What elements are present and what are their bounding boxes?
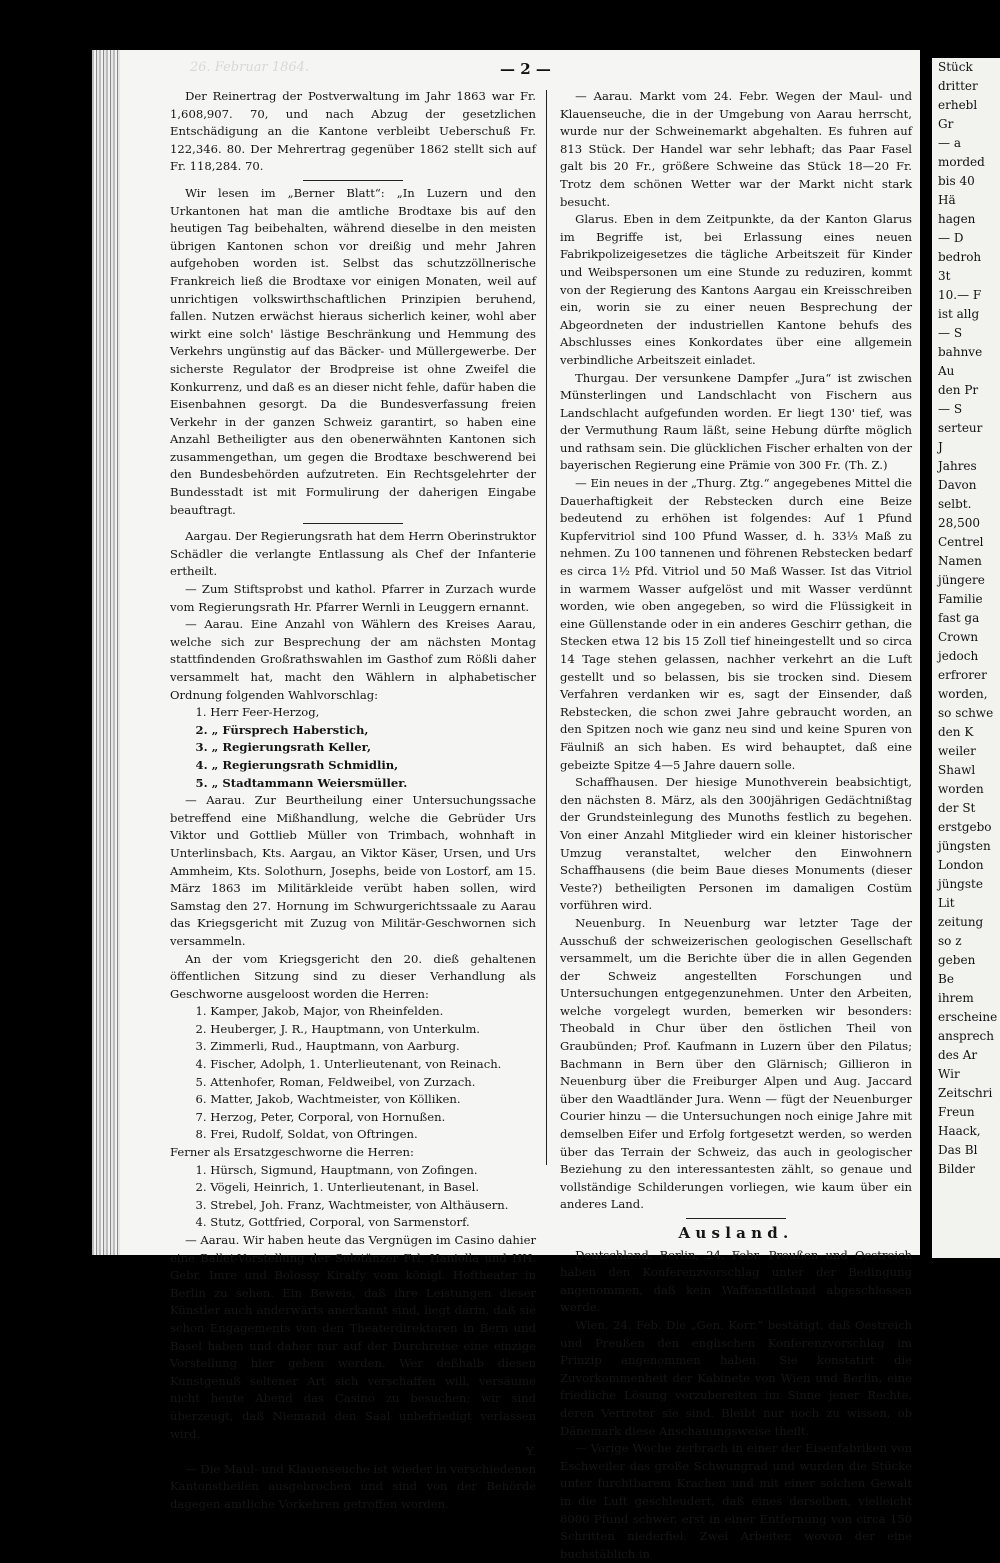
fragment-line: jüngste <box>938 877 983 891</box>
fragment-line: Shawl <box>938 763 976 777</box>
article-signature: Y. <box>526 1444 536 1459</box>
fragment-line: den K <box>938 725 974 739</box>
fragment-line: erstgebo <box>938 820 992 834</box>
article-eschweiler: — Vorige Woche zerbrach in einer der Eisenfabriken von Eschweiler das große Schwungrad und wurden die Stücke unter furchtbarem Krachen und mit einer solchen Gewalt in die Luft geschleudert, daß eines derselben, vielleicht 8000 Pfund schwer, erst in einer Entfernung von circa 150 Schritten niederfiel. Zwei Arbeiter, wovon der eine buchstäblich in <box>560 1441 912 1561</box>
left-column <box>170 88 536 1514</box>
fragment-line: 28,500 <box>938 516 980 530</box>
fragment-line: London <box>938 858 984 872</box>
fragment-line: Familie <box>938 592 983 606</box>
fragment-line: — S <box>938 326 963 340</box>
fragment-line: bahnve <box>938 345 983 359</box>
fragment-line: hagen <box>938 212 976 226</box>
article-bread-tax: Wir lesen im „Berner Blatt“: „In Luzern und den Urkantonen hat man die amtliche Brodtaxe bis auf den heutigen Tag beibehalten, während dieselbe in den meisten übrigen Kantonen schon vor dreißig und mehr Jahren aufgehoben worden ist. Selbst das schutzzöllnerische Frankreich ließ die Brodtaxe vor einigen Monaten, weil auf unrichtigen volkswirthschaftlichen Prinzipien beruhend, fallen. Nutzen erwächst hieraus sicherlich keiner, wohl aber wirkt eine solch' lästige Beschränkung und Hemmung des Verkehrs ungünstig auf das Bäcker- und Müllergewerbe. Der sicherste Regulator der Brodpreise ist ohne Zweifel die Konkurrenz, und daß es an dieser nicht fehle, dafür haben die Eisenbahnen gesorgt. Da die Bundesverfassung freien Verkehr in der ganzen Schweiz garantirt, so haben eine Anzahl Betheiligter aus den obenerwähnten Kantonen sich zusammengethan, um gegen die Brodtaxe beschwerend bei den Bundesbehörden aufzutreten. Ein Rechtsgelehrter der Bundesstadt ist mit Formulirung der daherigen Eingabe beauftragt. <box>170 185 536 517</box>
juror-item: 1. Kamper, Jakob, Major, von Rheinfelden. <box>195 1004 444 1019</box>
fragment-line: erhebl <box>938 98 978 112</box>
substitute-item: 2. Vögeli, Heinrich, 1. Unterlieutenant, in Basel. <box>195 1180 480 1195</box>
fragment-line: worden, <box>938 687 988 701</box>
fragment-line: 10.— F <box>938 288 982 302</box>
juror-item: 6. Matter, Jakob, Wachtmeister, von Kölliken. <box>195 1092 461 1107</box>
fragment-line: Wir <box>938 1067 960 1081</box>
fragment-line: Be <box>938 972 954 986</box>
fragment-line: Haack, <box>938 1124 981 1138</box>
fragment-line: geben <box>938 953 976 967</box>
fragment-line: Crown <box>938 630 979 644</box>
fragment-line: ist allg <box>938 307 980 321</box>
fragment-line: serteur <box>938 421 983 435</box>
fragment-line: Freun <box>938 1105 975 1119</box>
article-aarau-market: — Aarau. Markt vom 24. Febr. Wegen der Maul- und Klauenseuche, die in der Umgebung von Aarau herrscht, wurde nur der Schweinemarkt abgehalten. Es fuhren auf 813 Stück. Der Handel war sehr lebhaft; das Paar Fasel galt bis 20 Fr., größere Schweine das Stück 18—20 Fr. Trotz dem schönen Wetter war der Markt nicht stark besucht. <box>560 89 912 209</box>
fragment-line: Au <box>938 364 955 378</box>
article-aargau-schaedler: Aargau. Der Regierungsrath hat dem Herrn Oberinstruktor Schädler die verlangte Entlassung als Chef der Infanterie ertheilt. <box>170 529 536 579</box>
fragment-line: Stück <box>938 60 973 74</box>
fragment-line: erfrorer <box>938 668 987 682</box>
fragment-line: erscheine <box>938 1010 998 1024</box>
fragment-line: — D <box>938 231 964 245</box>
fragment-line: — a <box>938 136 961 150</box>
article-jurors-intro: An der vom Kriegsgericht den 20. dieß gehaltenen öffentlichen Sitzung sind zu dieser Verhandlung als Geschworne ausgeloost worden die Herren: <box>170 951 536 1001</box>
fragment-line: fast ga <box>938 611 980 625</box>
article-court-martial: — Aarau. Zur Beurtheilung einer Untersuchungssache betreffend eine Mißhandlung, welche die Gebrüder Urs Viktor und Gottlieb Müller von Trimbach, wohnhaft in Unterlinsbach, Kts. Aargau, an Viktor Käser, Ursen, und Urs Ammheim, Kts. Solothurn, Josephs, beide von Lostorf, am 15. März 1863 im Militärkleide verübt haben sollen, wird Samstag den 27. Hornung im Schwurgerichtssaale zu Aarau das Kriegsgericht mit Zuzug von Militär-Geschwornen sich versammeln. <box>170 793 536 948</box>
article-rebstecken: — Ein neues in der „Thurg. Ztg.“ angegebenes Mittel die Dauerhaftigkeit der Rebstecken durch eine Beize bedeutend zu erhöhen ist folgendes: Auf 1 Pfund Kupfervitriol sind 100 Pfund Wasser, d. h. 33⅓ Maß zu nehmen. Zu 100 tannenen und föhrenen Rebstecken bedarf es circa 1½ Pfd. Vitriol und 50 Maß Wasser. Ist das Vitriol in warmem Wasser aufgelöst und mit Wasser verdünnt worden, wie oben angegeben, so wird die Flüssigkeit in eine Güllenstande oder in ein anderes Geschirr gethan, die Stecken etwa 12 bis 15 Zoll tief hineingestellt und so circa 14 Tage stehen gelassen, nachher verkehrt an die Luft gestellt und so belassen, bis sie trocken sind. Diesem Verfahren verdanken wir es, sagt der Einsender, daß Rebstecken, die schon zwei Jahre gebraucht worden, an den Spitzen noch wie ganz neu sind und keine Spuren von Fäulniß an sich haben. Es wird behauptet, daß eine gebeizte Spitze 4—5 Jahre dauern solle. <box>560 476 912 772</box>
fragment-line: Zeitschri <box>938 1086 993 1100</box>
fragment-line: der St <box>938 801 976 815</box>
juror-item: 7. Herzog, Peter, Corporal, von Hornußen. <box>195 1109 446 1124</box>
column-divider <box>546 90 547 1165</box>
fragment-line: jedoch <box>938 649 979 663</box>
fragment-line: ihrem <box>938 991 974 1005</box>
fragment-line: morded <box>938 155 985 169</box>
article-neuenburg: Neuenburg. In Neuenburg war letzter Tage der Ausschuß der schweizerischen geologischen Gesellschaft versammelt, um die Berichte über die in allen Gegenden der Schweiz angestellten Forschungen und Untersuchungen entgegenzunehmen. Unter den Arbeiten, welche vorgelegt wurden, bemerken wir besonders: Theobald in Chur über den östlichen Theil von Graubünden; Prof. Kaufmann in Luzern über den Pilatus; Bachmann in Bern über den Glärnisch; Gillieron in Neuenburg über die Freiburger Alpen und Aug. Jaccard über den Waadtländer Jura. Wenn — fügt der Neuenburger Courier hinzu — die Untersuchungen noch einige Jahre mit demselben Eifer und Erfolg fortgesetzt werden, so werden über das Terrain der Schweiz, das auch in geologischer Beziehung zu den interessantesten zählt, so genaue und vollständige Schilderungen vorliegen, wie kaum über ein anderes Land. <box>560 915 912 1212</box>
juror-item: 4. Fischer, Adolph, 1. Unterlieutenant, von Reinach. <box>195 1057 502 1072</box>
fragment-line: jüngsten <box>938 839 991 853</box>
fragment-line: 3t <box>938 269 951 283</box>
fragment-line: J <box>938 440 943 454</box>
article-zurzach: — Zum Stiftsprobst und kathol. Pfarrer in Zurzach wurde vom Regierungsrath Hr. Pfarrer Wernli in Leuggern ernannt. <box>170 582 536 614</box>
juror-item: 2. Heuberger, J. R., Hauptmann, von Unterkulm. <box>195 1021 480 1036</box>
article-wien: Wien, 24. Feb. Die „Gen. Korr.“ bestätigt, daß Oestreich und Preußen den englischen Konferenzvorschlag im Prinzip angenommen haben. Sie konstatirt die Zuvorkommenheit der Kabinete von Wien und Berlin, eine friedliche Lösung vorzubereiten im Sinne jener Rechte, deren Vertreter sie sind. Bleibt nur noch zu wissen, ob Dänemark diese Anschauungsweise theilt. <box>560 1317 912 1438</box>
fragment-line: worden <box>938 782 984 796</box>
fragment-line: den Pr <box>938 383 979 397</box>
section-title-ausland: Ausland. <box>678 1224 794 1242</box>
candidate-item: 5. „ Stadtammann Weiersmüller. <box>195 775 408 790</box>
fragment-line: jüngere <box>938 573 985 587</box>
candidate-item: 3. „ Regierungsrath Keller, <box>195 740 371 755</box>
fragment-line: Jahres <box>938 459 977 473</box>
fragment-line: Hä <box>938 193 956 207</box>
right-column <box>560 88 912 1563</box>
article-cattle-disease: — Die Maul- und Klauenseuche ist wieder in verschiedenen Kantonstheilen ausgebrochen und sind von der Behörde dagegen amtliche Vorkehren getroffen worden. <box>170 1461 536 1511</box>
candidate-item: 4. „ Regierungsrath Schmidlin, <box>195 757 399 772</box>
fragment-line: dritter <box>938 79 978 93</box>
article-thurgau-jura: Thurgau. Der versunkene Dampfer „Jura“ ist zwischen Münsterlingen und Landschlacht von Fischern aus Landschlacht aufgefunden worden. Er liegt 130' tief, was der Vermuthung Raum läßt, seine Hebung dürfte möglich und rathsam sein. Die glücklichen Fischer erhalten von der bayerischen Regierung eine Prämie von 300 Fr. (Th. Z.) <box>560 370 912 473</box>
substitute-item: 1. Hürsch, Sigmund, Hauptmann, von Zofingen. <box>195 1162 478 1177</box>
fragment-line: Lit <box>938 896 955 910</box>
fragment-line: selbt. <box>938 497 972 511</box>
fragment-line: bis 40 <box>938 174 975 188</box>
article-glarus: Glarus. Eben in dem Zeitpunkte, da der Kanton Glarus im Begriffe ist, bei Erlassung eines neuen Fabrikpolizeigesetzes die tägliche Arbeitszeit für Kinder und Weibspersonen um eine Stunde zu reduziren, kommt von der Regierung des Kantons Aargau ein Kreisschreiben ein, worin sie zu einer neuen Besprechung der Abgeordneten der industriellen Kantone behufs des Abschlusses eines Konkordates über eine allgemein verbindliche Arbeitszeit einladet. <box>560 212 912 367</box>
juror-item: 3. Zimmerli, Rud., Hauptmann, von Aarburg. <box>195 1039 460 1054</box>
fragment-line: Bilder <box>938 1162 976 1176</box>
candidate-item: 1. Herr Feer-Herzog, <box>195 705 320 720</box>
juror-item: 5. Attenhofer, Roman, Feldweibel, von Zurzach. <box>195 1074 476 1089</box>
fragment-line: Das Bl <box>938 1143 978 1157</box>
substitute-item: 4. Stutz, Gottfried, Corporal, von Sarmenstorf. <box>195 1215 470 1230</box>
candidate-item: 2. „ Fürsprech Haberstich, <box>195 722 369 737</box>
fragment-line: so z <box>938 934 962 948</box>
article-post-revenue: Der Reinertrag der Postverwaltung im Jahr 1863 war Fr. 1,608,907. 70, und nach Abzug der gesetzlichen Entschädigung an die Kantone verbleibt Ueberschuß Fr. 122,346. 80. Der Mehrertrag gegenüber 1862 stellt sich auf Fr. 118,284. 70. <box>170 89 536 174</box>
article-aarau-election: — Aarau. Eine Anzahl von Wählern des Kreises Aarau, welche sich zur Besprechung der am nächsten Montag stattfindenden Großrathswahlen im Gasthof zum Rößli daher versammelt hat, macht den Wählern in alphabetischer Ordnung folgenden Wahlvorschlag: <box>170 617 536 702</box>
article-ballet: — Aarau. Wir haben heute das Vergnügen im Casino dahier eine Ballet-Vorstellung der Solotänzer Frl. Haniolla und HH. Gebr. Imre und Bolossy Kiralfy vom königl. Hoftheater in Berlin zu sehen. Ein Beweis, daß ihre Leistungen dieser Künstler auch anderwärts anerkannt sind, liegt darin, daß sie schon Engagements von den Theaterdirektoren in Bern und Basel haben und daher nur auf der Durchreise eine einzige Vorstellung hier geben werden. Wer deßhalb diesen Kunstgenuß seltener Art sich verschaffen will, versäume nicht heute Abend das Casino zu besuchen; wir sind überzeugt, daß Niemand den Saal unbefriedigt verlassen wird. <box>170 1233 536 1441</box>
fragment-line: Davon <box>938 478 977 492</box>
substitute-item: 3. Strebel, Joh. Franz, Wachtmeister, von Althäusern. <box>195 1197 509 1212</box>
page-header <box>120 60 920 90</box>
juror-item: 8. Frei, Rudolf, Soldat, von Oftringen. <box>195 1127 418 1142</box>
separator <box>303 523 403 524</box>
fragment-line: so schwe <box>938 706 994 720</box>
article-deutschland: Deutschland. Berlin, 24. Febr. Preußen und Oestreich haben den Konferenzvorschlag unter der Bedingung angenommen, daß kein Waffenstillstand abgeschlossen werde. <box>560 1247 912 1315</box>
fragment-line: zeitung <box>938 915 984 929</box>
fragment-line: bedroh <box>938 250 982 264</box>
adjacent-page-fragment <box>932 58 1000 1258</box>
fragment-line: Namen <box>938 554 982 568</box>
fragment-line: ansprech <box>938 1029 995 1043</box>
substitutes-intro: Ferner als Ersatzgeschworne die Herren: <box>170 1145 414 1160</box>
page-number: — 2 — <box>500 60 551 78</box>
fragment-line: Centrel <box>938 535 984 549</box>
separator <box>686 1218 786 1219</box>
fragment-line: — S <box>938 402 963 416</box>
fragment-line: des Ar <box>938 1048 978 1062</box>
article-schaffhausen: Schaffhausen. Der hiesige Munothverein beabsichtigt, den nächsten 8. März, als den 300jährigen Gedächtnißtag der Grundsteinlegung des Munoths festlich zu begehen. Von einer Anzahl Mitglieder wird ein kleiner historischer Umzug veranstaltet, welcher den Einwohnern Schaffhausens (die beim Baue dieses Monuments (dieser Veste?) betheiligten Personen im damaligen Costüm vorführen wird. <box>560 775 912 913</box>
fragment-line: weiler <box>938 744 976 758</box>
separator <box>303 180 403 181</box>
running-date: 26. Februar 1864. <box>190 60 310 75</box>
fragment-line: Gr <box>938 117 954 131</box>
